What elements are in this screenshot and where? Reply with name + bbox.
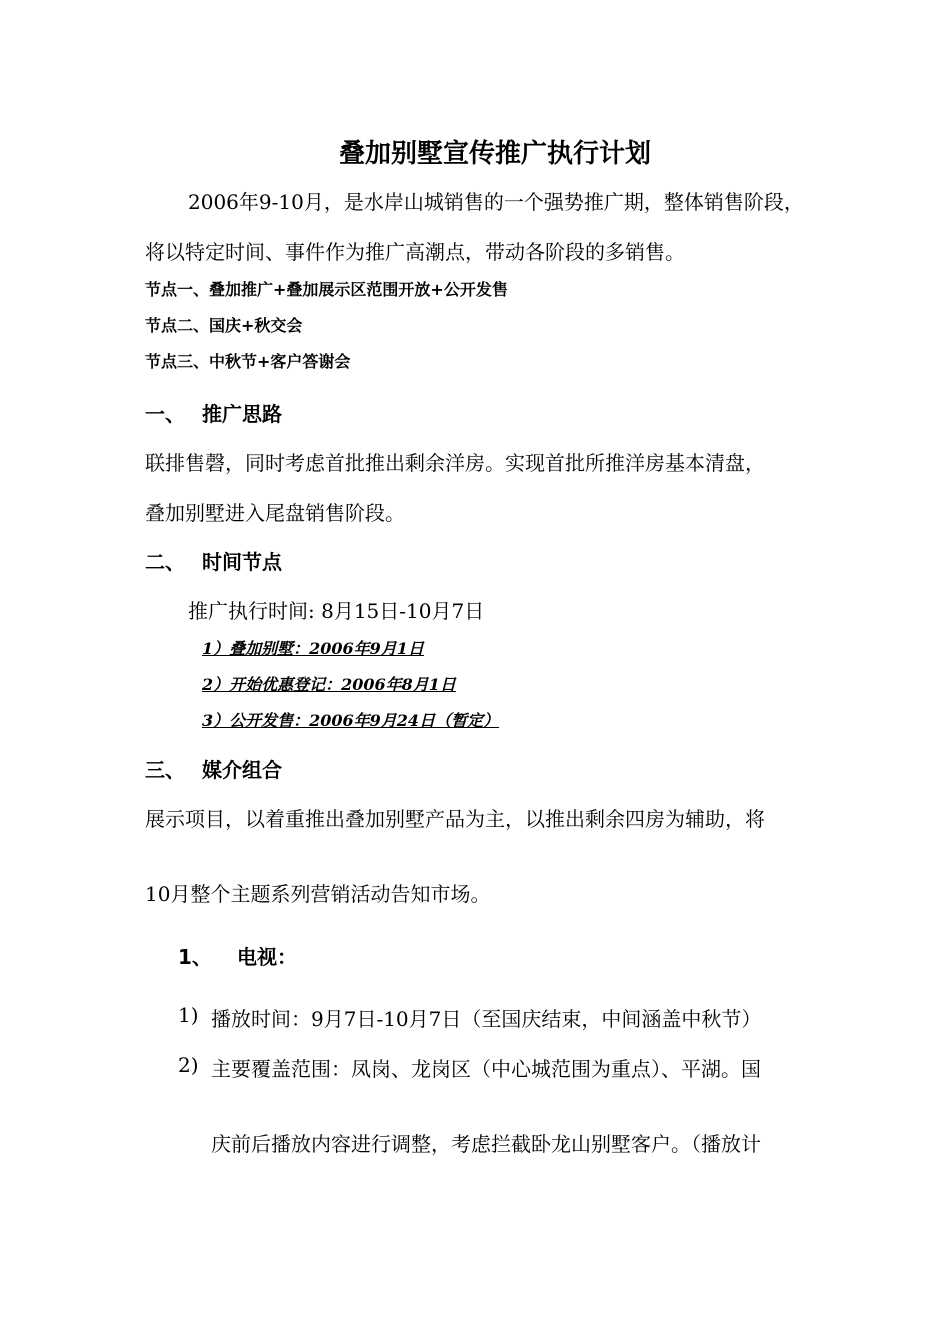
document-title: 叠加别墅宣传推广执行计划 (338, 139, 651, 169)
section-3-heading: 媒介组合 (202, 758, 282, 782)
section-3-line-2: 10月整个主题系列营销活动告知市场。 (145, 882, 491, 906)
section-2-heading: 时间节点 (202, 550, 282, 574)
timeline-item-2: 2）开始优惠登记：2006年8月1日 (202, 675, 456, 694)
tv-list-text-2: 主要覆盖范围：凤岗、龙岗区（中心城范围为重点）、平湖。国 (211, 1057, 761, 1081)
node-two: 节点二、国庆+秋交会 (145, 316, 303, 335)
intro-line-1: 2006年9-10月，是水岸山城销售的一个强势推广期，整体销售阶段， (188, 190, 804, 214)
section-1-heading: 推广思路 (202, 402, 282, 426)
section-3-line-1: 展示项目，以着重推出叠加别墅产品为主，以推出剩余四房为辅助，将 (145, 807, 765, 831)
tv-list-continuation: 庆前后播放内容进行调整，考虑拦截卧龙山别墅客户。（播放计 (211, 1132, 761, 1156)
subsection-number: 1、 (178, 945, 212, 969)
node-one: 节点一、叠加推广+叠加展示区范围开放+公开发售 (145, 280, 508, 299)
intro-line-2: 将以特定时间、事件作为推广高潮点，带动各阶段的多销售。 (145, 240, 685, 264)
node-three: 节点三、中秋节+客户答谢会 (145, 352, 351, 371)
section-1-number: 一、 (145, 402, 185, 426)
exec-time: 推广执行时间: 8月15日-10月7日 (188, 599, 485, 623)
timeline-item-3: 3）公开发售：2006年9月24日（暂定） (202, 711, 500, 730)
timeline-item-1: 1）叠加别墅：2006年9月1日 (202, 639, 424, 658)
section-3-number: 三、 (145, 758, 185, 782)
subsection-heading: 电视： (237, 945, 297, 969)
section-1-line-2: 叠加别墅进入尾盘销售阶段。 (145, 501, 405, 525)
section-2-number: 二、 (145, 550, 185, 574)
tv-list-number-2: 2) (178, 1053, 199, 1077)
section-1-line-1: 联排售磬，同时考虑首批推出剩余洋房。实现首批所推洋房基本清盘， (145, 451, 765, 475)
tv-list-text-1: 播放时间：9月7日-10月7日（至国庆结束，中间涵盖中秋节） (211, 1007, 762, 1031)
tv-list-number-1: 1) (178, 1003, 199, 1027)
